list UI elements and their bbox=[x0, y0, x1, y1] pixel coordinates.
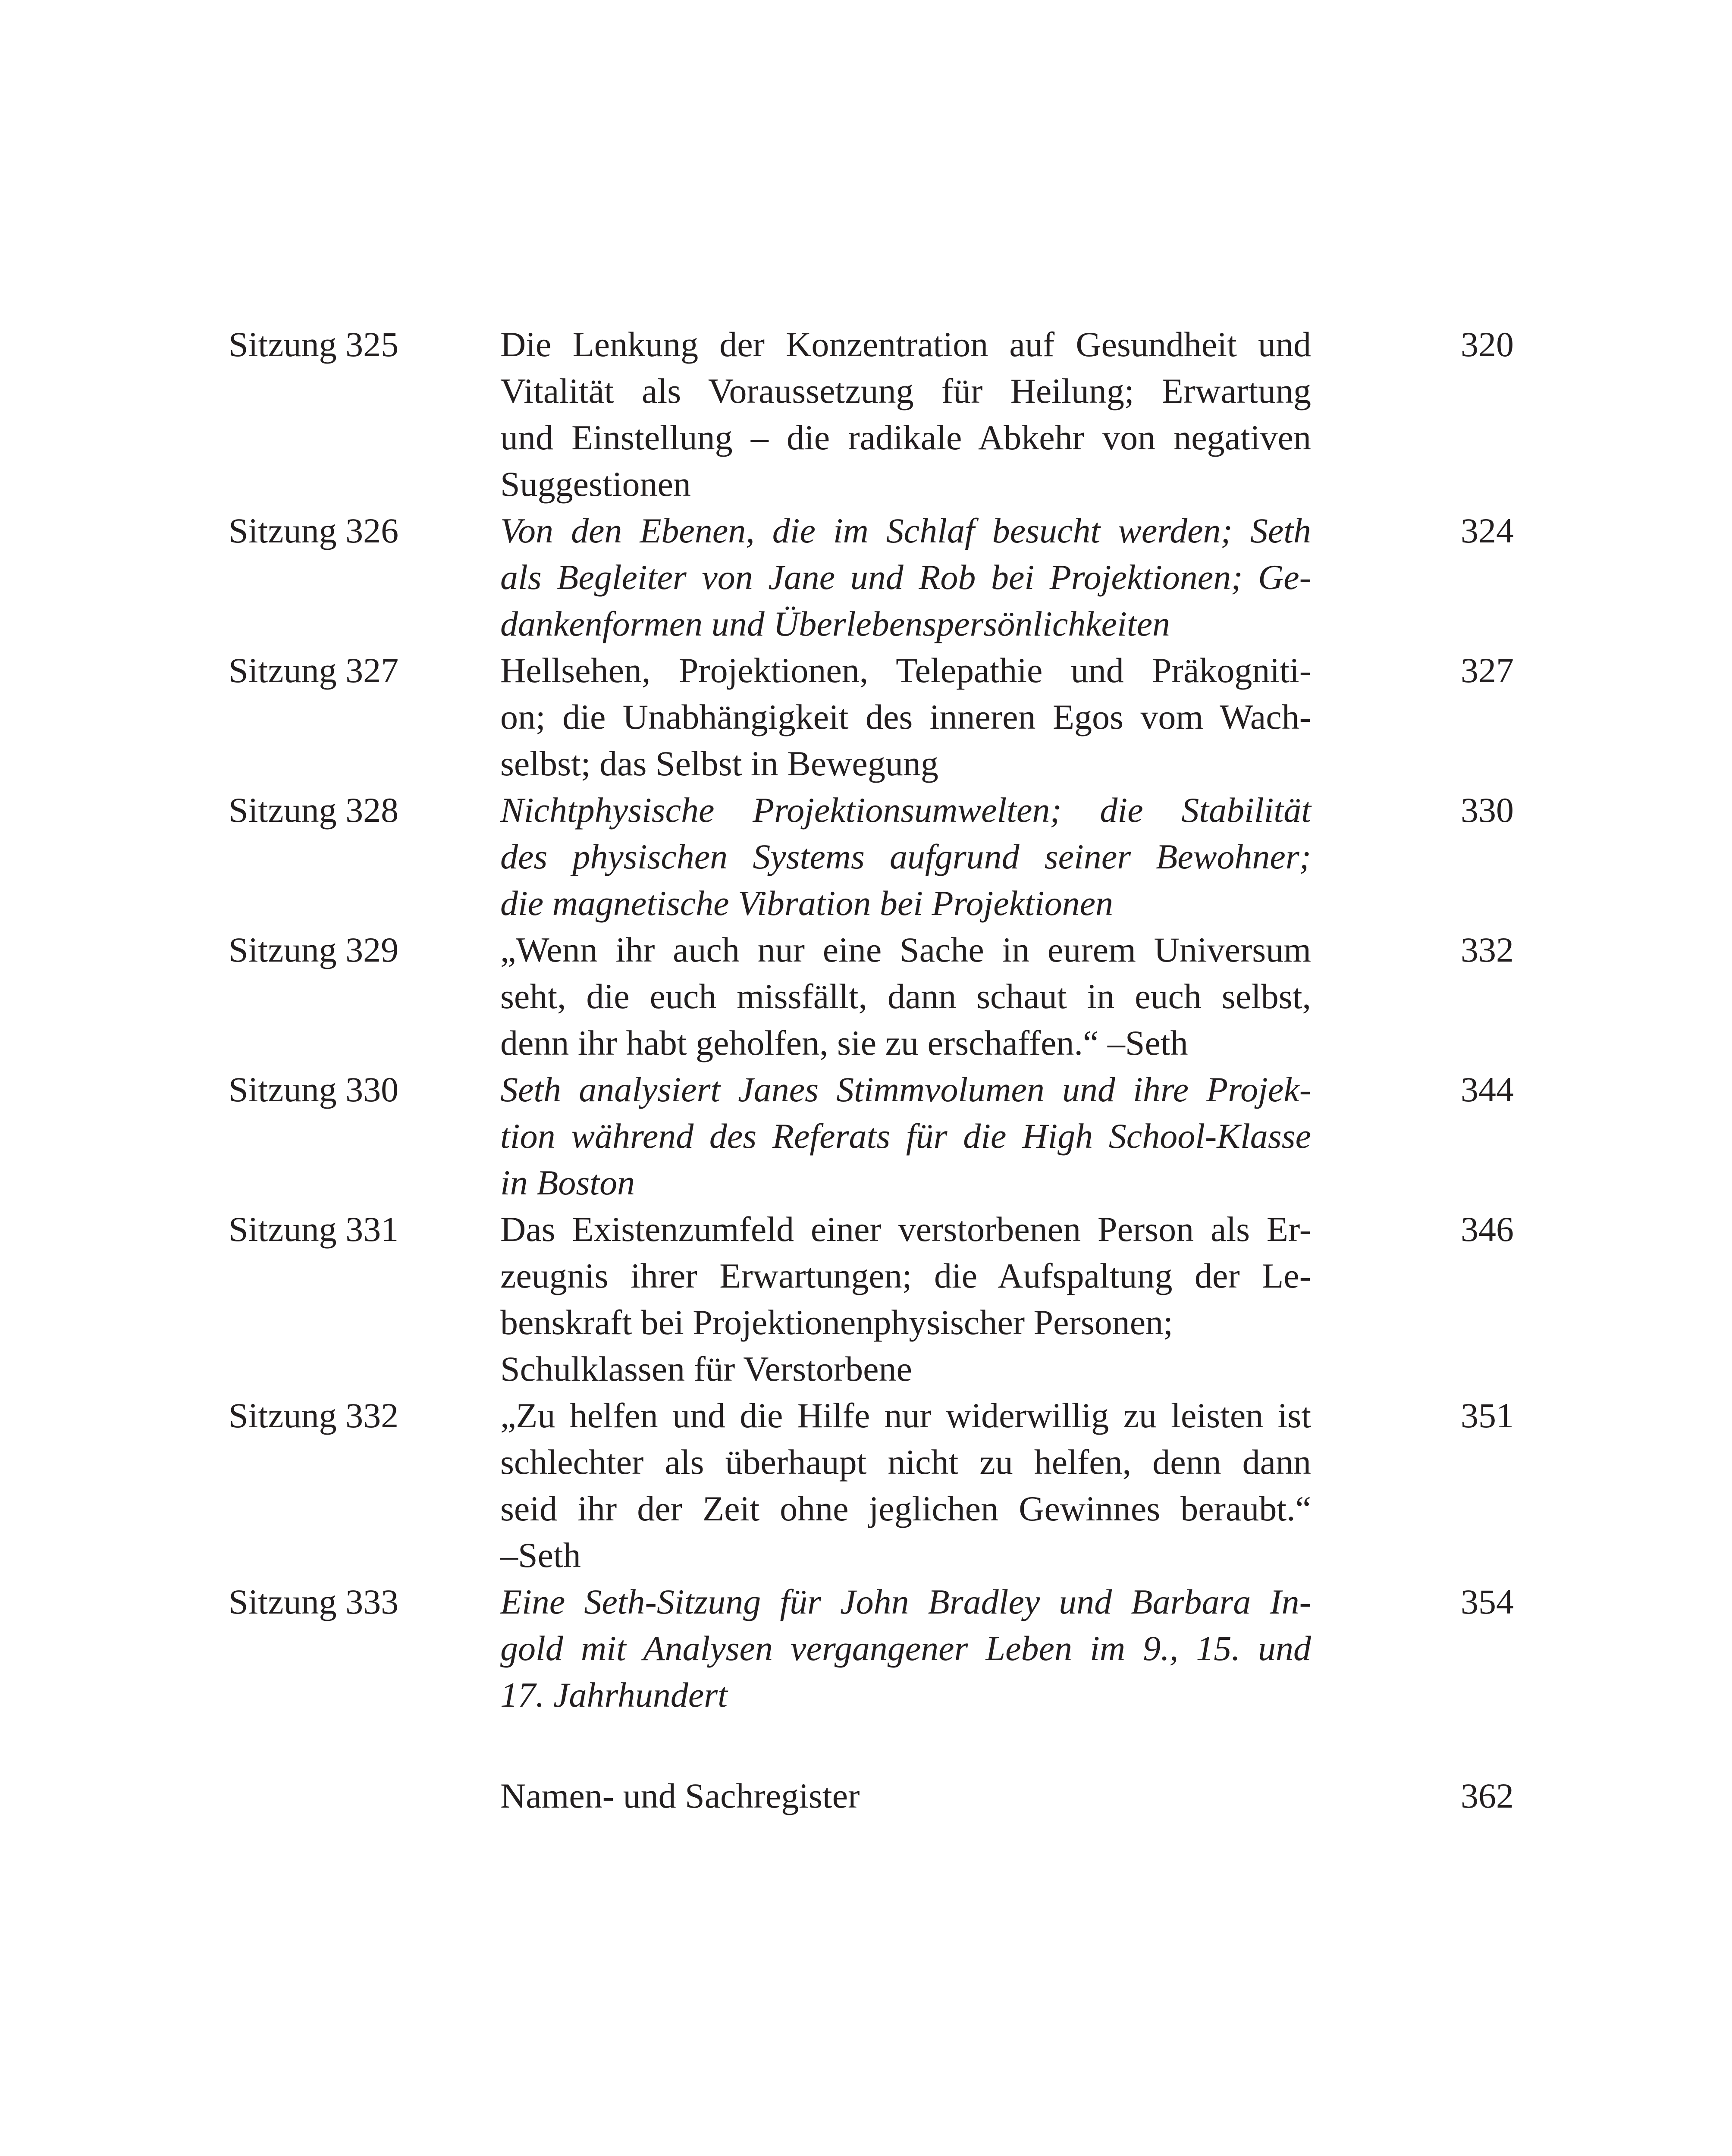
description-line: Eine Seth-Sitzung für John Bradley und Barbara In- bbox=[500, 1582, 1311, 1621]
description-line: Die Lenkung der Konzentration auf Gesundheit und bbox=[500, 325, 1311, 364]
description-line: 17. Jahrhundert bbox=[500, 1675, 728, 1714]
description-line: in Boston bbox=[500, 1163, 635, 1202]
session-label: Sitzung 330 bbox=[229, 1070, 399, 1109]
page-number: 362 bbox=[1461, 1776, 1514, 1815]
description-line: und Einstellung – die radikale Abkehr von negativen bbox=[500, 418, 1311, 457]
toc-entry-325 bbox=[229, 321, 1514, 508]
session-label: Sitzung 325 bbox=[229, 325, 399, 364]
toc-entry-332 bbox=[229, 1392, 1514, 1579]
description-line: gold mit Analysen vergangener Leben im 9., 15. und bbox=[500, 1629, 1311, 1668]
session-label: Sitzung 329 bbox=[229, 930, 399, 969]
session-label: Sitzung 332 bbox=[229, 1396, 399, 1435]
description-line: –Seth bbox=[500, 1536, 581, 1575]
entry-description bbox=[500, 787, 1311, 927]
description-line: seht, die euch missfällt, dann schaut in euch selbst, bbox=[500, 977, 1311, 1016]
session-label: Sitzung 327 bbox=[229, 651, 399, 690]
toc-entry-326 bbox=[229, 508, 1514, 647]
page-number: 344 bbox=[1461, 1070, 1514, 1109]
page-number: 330 bbox=[1461, 790, 1514, 830]
description-line: Vitalität als Voraussetzung für Heilung; Erwartung bbox=[500, 371, 1311, 411]
session-label: Sitzung 326 bbox=[229, 511, 399, 550]
entry-description bbox=[500, 927, 1311, 1066]
description-line: Von den Ebenen, die im Schlaf besucht werden; Seth bbox=[500, 511, 1311, 550]
session-label: Sitzung 331 bbox=[229, 1210, 399, 1249]
entry-description bbox=[500, 1579, 1311, 1718]
toc-entry-index bbox=[229, 1773, 1514, 1819]
description-line: Nichtphysische Projektionsumwelten; die Stabilität bbox=[500, 790, 1311, 830]
toc-entry-329 bbox=[229, 927, 1514, 1066]
toc-entry-333 bbox=[229, 1579, 1514, 1718]
entry-description bbox=[500, 508, 1311, 647]
page-number: 351 bbox=[1461, 1396, 1514, 1435]
toc-entry-328 bbox=[229, 787, 1514, 927]
session-label: Sitzung 333 bbox=[229, 1582, 399, 1621]
description-line: schlechter als überhaupt nicht zu helfen, denn dann bbox=[500, 1442, 1311, 1482]
table-of-contents bbox=[229, 321, 1514, 1819]
page-number: 346 bbox=[1461, 1210, 1514, 1249]
entry-description bbox=[500, 1392, 1311, 1579]
page-number: 327 bbox=[1461, 651, 1514, 690]
page-number: 320 bbox=[1461, 325, 1514, 364]
toc-entry-331 bbox=[229, 1206, 1514, 1392]
page-number: 354 bbox=[1461, 1582, 1514, 1621]
description-line: seid ihr der Zeit ohne jeglichen Gewinnes beraubt.“ bbox=[500, 1489, 1311, 1528]
description-line: zeugnis ihrer Erwartungen; die Aufspaltung der Le- bbox=[500, 1256, 1311, 1295]
description-line: des physischen Systems aufgrund seiner Bewohner; bbox=[500, 837, 1311, 876]
description-line: die magnetische Vibration bei Projektionen bbox=[500, 884, 1113, 923]
description-line: Das Existenzumfeld einer verstorbenen Person als Er- bbox=[500, 1210, 1311, 1249]
entry-description bbox=[500, 647, 1311, 787]
description-line: Hellsehen, Projektionen, Telepathie und Präkogniti- bbox=[500, 651, 1311, 690]
description-line: dankenformen und Überlebenspersönlichkeiten bbox=[500, 604, 1170, 643]
description-line: denn ihr habt geholfen, sie zu erschaffen.“ –Seth bbox=[500, 1023, 1188, 1062]
description-line: selbst; das Selbst in Bewegung bbox=[500, 744, 938, 783]
description-line: Schulklassen für Verstorbene bbox=[500, 1349, 912, 1388]
entry-description bbox=[500, 321, 1311, 508]
index-title: Namen- und Sachregister bbox=[500, 1776, 860, 1815]
description-line: als Begleiter von Jane und Rob bei Projektionen; Ge- bbox=[500, 558, 1311, 597]
toc-entry-330 bbox=[229, 1066, 1514, 1206]
description-line: Seth analysiert Janes Stimmvolumen und ihre Projek- bbox=[500, 1070, 1311, 1109]
page-number: 332 bbox=[1461, 930, 1514, 969]
description-line: on; die Unabhängigkeit des inneren Egos vom Wach- bbox=[500, 697, 1311, 736]
description-line: benskraft bei Projektionenphysischer Personen; bbox=[500, 1303, 1173, 1342]
description-line: tion während des Referats für die High School-Klasse bbox=[500, 1116, 1311, 1156]
toc-entry-327 bbox=[229, 647, 1514, 787]
description-line: „Wenn ihr auch nur eine Sache in eurem Universum bbox=[500, 930, 1311, 969]
session-label: Sitzung 328 bbox=[229, 790, 399, 830]
entry-description bbox=[500, 1206, 1311, 1392]
description-line: „Zu helfen und die Hilfe nur widerwillig zu leisten ist bbox=[500, 1396, 1311, 1435]
description-line: Suggestionen bbox=[500, 464, 691, 504]
entry-description bbox=[500, 1066, 1311, 1206]
page-number: 324 bbox=[1461, 511, 1514, 550]
